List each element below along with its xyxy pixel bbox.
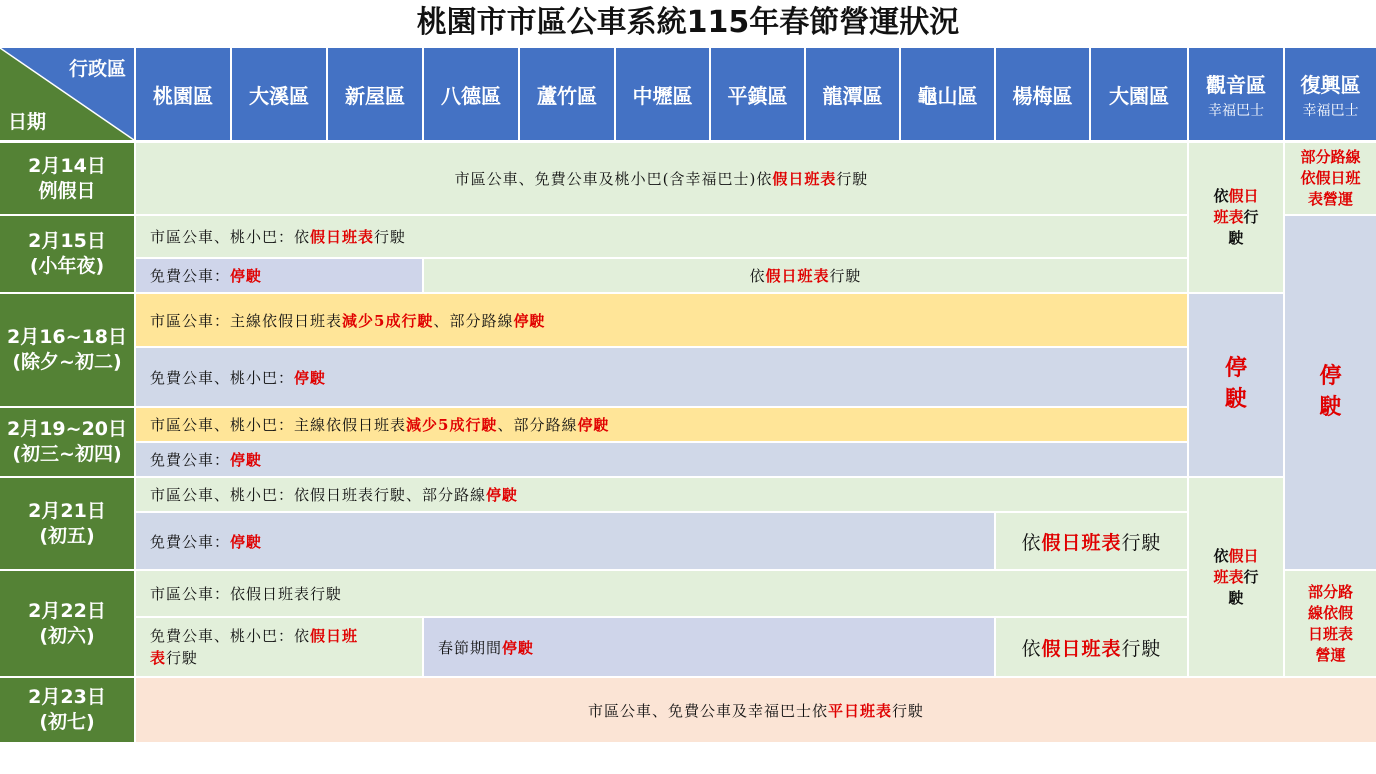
guanyin-cell-holiday: [1189, 143, 1283, 292]
highlight-text: 表營運: [1307, 190, 1353, 208]
row-0219-free: [136, 443, 1187, 476]
highlight-text: 班表: [1213, 208, 1244, 226]
highlight-text: 營運: [1315, 645, 1346, 664]
cell-text: 市區公車、桃小巴：依假日班表行駛、部分路線: [150, 486, 487, 504]
district-label: 八德區: [441, 83, 501, 108]
header-district: [1091, 48, 1187, 140]
highlight-text: 停駛: [230, 267, 263, 285]
corner-header: [0, 48, 134, 140]
header-district: [136, 48, 230, 140]
highlight-text: 假日班表: [310, 228, 375, 246]
district-label: 大溪區: [249, 83, 309, 108]
cell-text: 駛: [1228, 229, 1244, 247]
header-district: [424, 48, 518, 140]
highlight-text: 部分路: [1307, 582, 1353, 601]
row-0215-other: [424, 259, 1187, 292]
header-district: [328, 48, 422, 140]
highlight-text: 依假日班: [1300, 169, 1361, 187]
stop-text: 停: [1224, 356, 1247, 382]
date-label: 2月19~20日: [6, 418, 128, 441]
header-district: [806, 48, 899, 140]
district-label: 楊梅區: [1012, 83, 1073, 108]
cell-text: 行駛: [1121, 637, 1162, 660]
header-district: [901, 48, 994, 140]
header-district: [520, 48, 614, 140]
date-sublabel: (初七): [39, 711, 95, 733]
district-label: 蘆竹區: [537, 83, 597, 108]
highlight-text: 停駛: [486, 486, 519, 504]
highlight-text: 表: [150, 649, 167, 667]
cell-text: 市區公車：主線依假日班表: [150, 311, 343, 330]
row-0219-main: [136, 408, 1187, 441]
cell-text: 行駛: [374, 228, 407, 246]
date-cell: [0, 571, 134, 676]
highlight-text: 假日班表: [1041, 637, 1122, 660]
district-label: 平鎮區: [727, 83, 788, 108]
date-sublabel: (小年夜): [29, 255, 105, 277]
highlight-text: 部分路線: [1300, 148, 1361, 166]
date-cell: [0, 216, 134, 292]
row-0215-main: [136, 216, 1187, 257]
highlight-text: 班表: [1213, 567, 1244, 586]
cell-text: 市區公車：依假日班表行駛: [150, 585, 343, 603]
highlight-text: 假日班: [310, 626, 359, 645]
district-label: 大園區: [1109, 83, 1169, 108]
stop-text: 駛: [1319, 394, 1342, 420]
cell-text: 免費公車、桃小巴：依: [150, 626, 311, 645]
highlight-text: 停駛: [230, 451, 263, 469]
cell-text: 依: [1213, 187, 1229, 205]
row-0223: [136, 678, 1376, 742]
header-fuxing: [1285, 48, 1376, 140]
cell-text: 市區公車、免費公車及桃小巴(含幸福巴士)依: [454, 170, 773, 188]
fuxing-cell-partial-2: [1285, 571, 1376, 676]
cell-text: 、部分路線: [497, 416, 578, 434]
district-sublabel: 幸福巴士: [1302, 102, 1359, 119]
date-cell: [0, 478, 134, 569]
district-label: 觀音區: [1206, 72, 1266, 97]
district-sublabel: 幸福巴士: [1208, 102, 1264, 119]
cell-text: 行駛: [892, 701, 925, 720]
header-district: [616, 48, 709, 140]
highlight-text: 停駛: [502, 638, 535, 657]
date-cell: [0, 143, 134, 214]
highlight-text: 假日班表: [765, 267, 830, 285]
row-0222-main: [136, 571, 1187, 616]
district-label: 桃園區: [153, 83, 213, 108]
highlight-text: 停駛: [577, 416, 610, 434]
row-0216-free: [136, 348, 1187, 406]
cell-text: 行: [1243, 567, 1259, 586]
highlight-text: 平日班表: [827, 701, 892, 720]
cell-text: 行駛: [829, 267, 862, 285]
cell-text: 免費公車：: [150, 451, 231, 469]
cell-text: 行駛: [1121, 531, 1162, 554]
date-label: 2月16~18日: [6, 326, 128, 349]
date-label: 2月14日: [28, 154, 106, 177]
date-sublabel: (初六): [39, 624, 95, 647]
highlight-text: 假日: [1228, 187, 1259, 205]
cell-text: 免費公車、桃小巴：: [150, 368, 295, 387]
highlight-text: 日班表: [1307, 624, 1353, 643]
highlight-text: 減少5成行駛: [406, 416, 498, 434]
header-guanyin: [1189, 48, 1283, 140]
district-label: 中壢區: [632, 83, 693, 108]
date-sublabel: 例假日: [38, 179, 96, 202]
cell-text: 春節期間: [438, 638, 503, 657]
guanyin-cell-holiday-2: [1189, 478, 1283, 676]
cell-text: 駛: [1228, 588, 1244, 607]
date-sublabel: (初五): [39, 524, 95, 547]
cell-text: 免費公車：: [150, 532, 231, 551]
row-0214: [136, 143, 1187, 214]
cell-text: 行駛: [836, 170, 869, 188]
fuxing-cell-partial: [1285, 143, 1376, 214]
highlight-text: 假日班表: [1041, 531, 1122, 554]
cell-text: 免費公車：: [150, 267, 231, 285]
row-0221-other: [996, 513, 1187, 569]
cell-text: 市區公車、免費公車及幸福巴士依: [587, 701, 828, 720]
highlight-text: 假日: [1228, 546, 1259, 565]
date-cell: [0, 294, 134, 406]
district-label: 新屋區: [345, 83, 405, 108]
cell-text: 依: [1021, 531, 1042, 554]
header-district: [711, 48, 804, 140]
stop-text: 停: [1319, 363, 1342, 389]
district-label: 龜山區: [917, 83, 978, 108]
district-label: 復興區: [1300, 72, 1361, 97]
date-cell: [0, 408, 134, 476]
date-label: 2月15日: [28, 230, 106, 253]
guanyin-cell-stop: [1189, 294, 1283, 476]
date-label: 2月23日: [28, 686, 106, 709]
highlight-text: 停駛: [513, 311, 546, 330]
date-label: 2月22日: [28, 599, 106, 622]
row-0222-other: [996, 618, 1187, 676]
cell-text: 市區公車、桃小巴：依: [150, 228, 311, 246]
highlight-text: 停駛: [230, 532, 263, 551]
highlight-text: 線依假: [1307, 603, 1353, 622]
date-label: 2月21日: [28, 499, 106, 522]
row-0221-main: [136, 478, 1187, 511]
cell-text: 、部分路線: [433, 311, 514, 330]
row-0222-free: [136, 618, 422, 676]
header-district: [232, 48, 326, 140]
date-cell: [0, 678, 134, 742]
date-sublabel: (初三~初四): [12, 443, 122, 465]
date-sublabel: (除夕~初二): [12, 351, 122, 373]
row-0221-free: [136, 513, 994, 569]
corner-label-date: 日期: [8, 111, 47, 133]
highlight-text: 假日班表: [772, 170, 837, 188]
corner-label-district: 行政區: [68, 58, 126, 80]
cell-text: 依: [1021, 637, 1042, 660]
highlight-text: 減少5成行駛: [342, 311, 434, 330]
page-title: 桃園市市區公車系統115年春節營運狀況: [416, 5, 960, 40]
cell-text: 行駛: [166, 649, 199, 667]
cell-text: 依: [1213, 546, 1229, 565]
district-label: 龍潭區: [822, 83, 883, 108]
fuxing-cell-stop: [1285, 216, 1376, 569]
cell-text: 依: [749, 267, 766, 285]
stop-text: 駛: [1224, 387, 1247, 412]
cell-text: 市區公車、桃小巴：主線依假日班表: [150, 416, 407, 434]
cell-text: 行: [1243, 208, 1259, 226]
row-0222-spring: [424, 618, 994, 676]
row-0216-main: [136, 294, 1187, 346]
row-0215-free: [136, 259, 422, 292]
header-district: [996, 48, 1089, 140]
highlight-text: 停駛: [294, 368, 327, 387]
